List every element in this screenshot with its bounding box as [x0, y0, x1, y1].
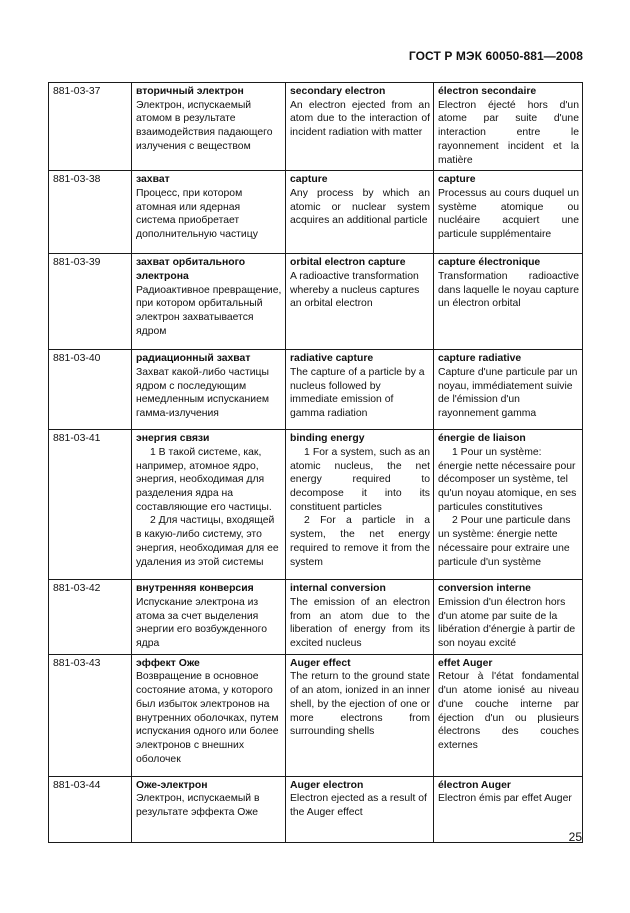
term-ru — [132, 580, 286, 655]
term-code: 881-03-37 — [49, 83, 132, 171]
terminology-table — [48, 82, 583, 843]
term-title-en: Auger electron — [290, 779, 364, 791]
term-fr — [434, 430, 583, 580]
term-en — [286, 254, 434, 350]
term-title-ru: захват орбитального электрона — [136, 257, 246, 282]
table-row — [49, 254, 583, 350]
term-definition-ru: Радиоактивное превращение, при котором орбитальный электрон захватывается ядром — [136, 284, 282, 337]
term-code: 881-03-40 — [49, 350, 132, 430]
term-code: 881-03-44 — [49, 776, 132, 842]
page-number: 25 — [568, 830, 582, 844]
term-note-2-en: 2 For a particle in a system, the net energy required to remove it from the system — [290, 515, 430, 568]
term-code: 881-03-43 — [49, 654, 132, 776]
term-title-ru: внутренняя конверсия — [136, 583, 254, 595]
table-row — [49, 776, 583, 842]
table-row — [49, 171, 583, 254]
term-note-2-ru: 2 Для частицы, входящей в какую-либо систему, это энергия, необходимая для ее удаления из этой системы — [136, 515, 279, 568]
table-row — [49, 350, 583, 430]
term-note-1-en: 1 For a system, such as an atomic nucleus, the net energy required to decompose it into its constituent particles — [290, 446, 430, 513]
term-en — [286, 83, 434, 171]
term-definition-fr: Retour à l'état fondamental d'un atome ionisé au niveau d'une couche interne par éjection d'un ou plusieurs électrons des couches externes — [438, 671, 579, 751]
term-definition-en: An electron ejected from an atom due to the interaction of incident radiation with matter — [290, 99, 430, 139]
term-definition-ru: Электрон, испускаемый атомом в результате взаимодействия падающего излучения с веществом — [136, 99, 273, 152]
term-fr — [434, 171, 583, 254]
term-en — [286, 350, 434, 430]
term-note-2-fr: 2 Pour une particule dans un système: énergie nette nécessaire pour extraire une particule d'un système — [438, 515, 571, 568]
term-title-fr: conversion interne — [438, 583, 531, 595]
term-code: 881-03-38 — [49, 171, 132, 254]
term-ru — [132, 776, 286, 842]
term-definition-en: The emission of an electron from an atom due to the liberation of energy from its excited nucleus — [290, 596, 430, 650]
term-en — [286, 654, 434, 776]
term-ru — [132, 654, 286, 776]
term-title-ru: эффект Оже — [136, 657, 200, 669]
term-title-ru: захват — [136, 174, 170, 186]
term-definition-ru: Возвращение в основное состояние атома, у которого был избыток электронов на внутренних оболочках, путем испускания одного или более электронов с внешних оболочек — [136, 671, 279, 765]
term-title-en: capture — [290, 174, 328, 186]
term-code: 881-03-39 — [49, 254, 132, 350]
term-title-en: orbital electron capture — [290, 257, 406, 269]
term-title-en: internal conversion — [290, 583, 386, 595]
term-title-fr: capture radiative — [438, 353, 522, 365]
term-definition-fr: Capture d'une particule par un noyau, immédiatement suivie de l'émission d'un rayonnement gamma — [438, 366, 578, 420]
term-ru — [132, 350, 286, 430]
term-definition-ru: Электрон, испускаемый в результате эффекта Оже — [136, 793, 260, 819]
term-title-ru: вторичный электрон — [136, 86, 244, 97]
term-code: 881-03-41 — [49, 430, 132, 580]
term-definition-fr: Transformation radioactive dans laquelle le noyau capture un électron orbital — [438, 270, 579, 310]
term-title-ru: радиационный захват — [136, 353, 251, 365]
term-ru — [132, 254, 286, 350]
term-en — [286, 580, 434, 655]
table-row — [49, 580, 583, 655]
term-definition-en: Any process by which an atomic or nuclear system acquires an additional particle — [290, 187, 430, 227]
term-definition-fr: Processus au cours duquel un système atomique ou nucléaire acquiert une particule supplémentaire — [438, 187, 579, 241]
term-definition-ru: Испускание электрона из атома за счет выделения энергии его возбужденного ядра — [136, 596, 268, 650]
term-title-fr: capture électronique — [438, 257, 541, 269]
term-fr — [434, 654, 583, 776]
term-title-en: binding energy — [290, 433, 365, 445]
term-en — [286, 776, 434, 842]
term-title-ru: энергия связи — [136, 433, 210, 445]
term-note-1-ru: 1 В такой системе, как, например, атомное ядро, энергия, необходимая для разделения ядра на составляющие его частицы. — [136, 446, 272, 513]
term-definition-fr: Electron éjecté hors d'un atome par suite d'une interaction entre le rayonnement incident et la matière — [438, 99, 579, 166]
term-en — [286, 430, 434, 580]
term-title-fr: effet Auger — [438, 657, 493, 669]
term-ru — [132, 430, 286, 580]
table-row — [49, 654, 583, 776]
term-definition-en: The return to the ground state of an atom, ionized in an inner shell, by the ejection of one or more electrons from surrounding shells — [290, 671, 430, 738]
term-en — [286, 171, 434, 254]
term-fr — [434, 350, 583, 430]
document-header: ГОСТ Р МЭК 60050-881—2008 — [408, 49, 583, 63]
term-fr — [434, 776, 583, 842]
term-definition-en: Electron ejected as a result of the Auger effect — [290, 793, 427, 819]
term-ru — [132, 83, 286, 171]
table-row — [49, 83, 583, 171]
term-definition-fr: Electron émis par effet Auger — [438, 793, 572, 805]
term-code: 881-03-42 — [49, 580, 132, 655]
term-fr — [434, 83, 583, 171]
term-definition-en: A radioactive transformation whereby a nucleus captures an orbital electron — [290, 270, 420, 310]
term-title-en: Auger effect — [290, 657, 351, 669]
term-fr — [434, 254, 583, 350]
term-note-1-fr: 1 Pour un système: énergie nette nécessaire pour décomposer un système, tel qu'un noyau atomique, en ses particules constitutives — [438, 446, 577, 513]
term-title-fr: énergie de liaison — [438, 433, 526, 445]
term-title-en: secondary electron — [290, 86, 386, 97]
table-row — [49, 430, 583, 580]
term-fr — [434, 580, 583, 655]
term-title-fr: électron Auger — [438, 779, 511, 791]
term-title-ru: Оже-электрон — [136, 779, 208, 791]
term-definition-fr: Emission d'un électron hors d'un atome par suite de la libération d'énergie à partir de son noyau excité — [438, 596, 576, 650]
term-definition-ru: Процесс, при котором атомная или ядерная система приобретает дополнительную частицу — [136, 187, 258, 241]
term-definition-ru: Захват какой-либо частицы ядром с последующим немедленным испусканием гамма-излучения — [136, 366, 270, 420]
term-ru — [132, 171, 286, 254]
term-title-en: radiative capture — [290, 353, 374, 365]
term-title-fr: électron secondaire — [438, 86, 537, 97]
term-definition-en: The capture of a particle by a nucleus followed by immediate emission of gamma radiation — [290, 366, 425, 420]
term-title-fr: capture — [438, 174, 476, 186]
